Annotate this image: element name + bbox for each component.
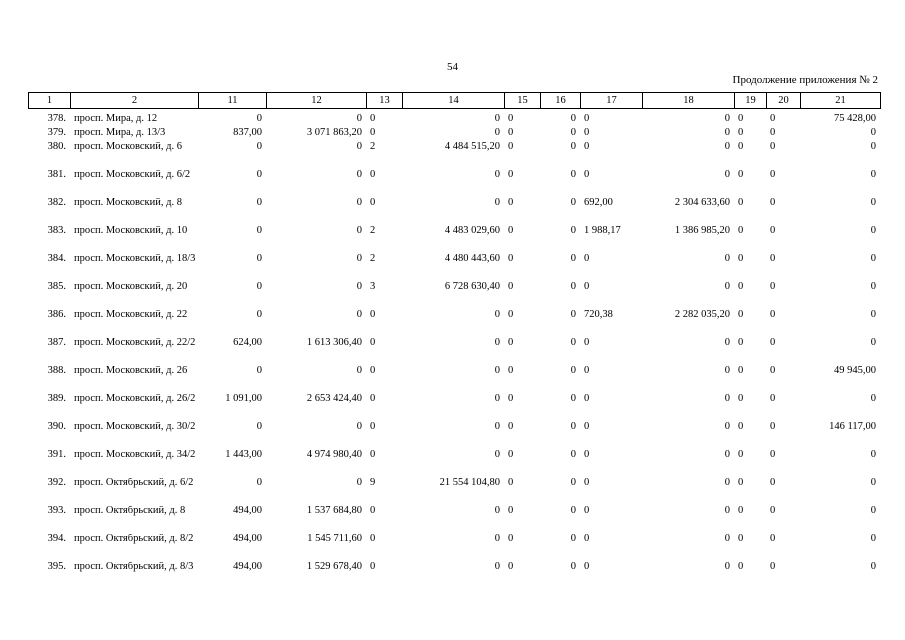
value-cell: 0	[356, 478, 362, 488]
table-row	[28, 506, 880, 534]
column-header: 12	[267, 93, 367, 109]
value-cell: 0	[570, 310, 576, 320]
value-cell: 0	[570, 506, 576, 516]
value-cell: 0	[584, 394, 590, 404]
address-cell: просп. Московский, д. 20	[74, 282, 188, 292]
address-cell: просп. Мира, д. 12	[74, 114, 158, 124]
column-header: 19	[735, 93, 767, 109]
value-cell: 0	[584, 142, 590, 152]
value-cell: 0	[724, 114, 730, 124]
value-cell: 0	[870, 338, 876, 348]
value-cell: 2 653 424,40	[306, 394, 362, 404]
column-header: 16	[541, 93, 581, 109]
value-cell: 0	[738, 422, 744, 432]
value-cell: 0	[570, 534, 576, 544]
value-cell: 0	[256, 142, 262, 152]
value-cell: 3 071 863,20	[306, 128, 362, 138]
table-row	[28, 254, 880, 282]
value-cell: 0	[584, 114, 590, 124]
data-table	[28, 114, 880, 590]
value-cell: 0	[870, 478, 876, 488]
value-cell: 0	[508, 450, 514, 460]
address-cell: просп. Московский, д. 26	[74, 366, 188, 376]
address-cell: просп. Октябрьский, д. 8/2	[74, 534, 194, 544]
value-cell: 0	[508, 226, 514, 236]
value-cell: 0	[584, 128, 590, 138]
table-row	[28, 534, 880, 562]
value-cell: 0	[870, 128, 876, 138]
value-cell: 0	[356, 422, 362, 432]
value-cell: 494,00	[233, 534, 262, 544]
row-number: 393.	[47, 506, 66, 516]
value-cell: 0	[356, 226, 362, 236]
table-row	[28, 338, 880, 366]
address-cell: просп. Московский, д. 22	[74, 310, 188, 320]
table-row	[28, 478, 880, 506]
row-number: 389.	[47, 394, 66, 404]
value-cell: 0	[738, 198, 744, 208]
value-cell: 0	[738, 450, 744, 460]
value-cell: 3	[370, 282, 376, 292]
value-cell: 0	[570, 198, 576, 208]
value-cell: 0	[870, 170, 876, 180]
value-cell: 2	[370, 254, 376, 264]
address-cell: просп. Московский, д. 30/2	[74, 422, 196, 432]
table-row	[28, 422, 880, 450]
value-cell: 0	[370, 562, 376, 572]
value-cell: 0	[770, 506, 776, 516]
value-cell: 0	[724, 338, 730, 348]
value-cell: 0	[570, 254, 576, 264]
row-number: 395.	[47, 562, 66, 572]
value-cell: 21 554 104,80	[439, 478, 500, 488]
row-number: 386.	[47, 310, 66, 320]
value-cell: 146 117,00	[829, 422, 876, 432]
value-cell: 2 282 035,20	[674, 310, 730, 320]
value-cell: 0	[738, 394, 744, 404]
value-cell: 0	[508, 282, 514, 292]
value-cell: 4 480 443,60	[444, 254, 500, 264]
value-cell: 2	[370, 142, 376, 152]
table-row	[28, 114, 880, 128]
value-cell: 0	[724, 534, 730, 544]
value-cell: 0	[584, 562, 590, 572]
value-cell: 0	[508, 422, 514, 432]
row-number: 383.	[47, 226, 66, 236]
value-cell: 0	[738, 282, 744, 292]
value-cell: 4 484 515,20	[444, 142, 500, 152]
value-cell: 0	[738, 128, 744, 138]
value-cell: 1 443,00	[225, 450, 262, 460]
value-cell: 0	[256, 254, 262, 264]
value-cell: 0	[870, 394, 876, 404]
value-cell: 0	[494, 198, 500, 208]
value-cell: 0	[508, 534, 514, 544]
value-cell: 0	[570, 338, 576, 348]
value-cell: 0	[724, 394, 730, 404]
value-cell: 0	[770, 254, 776, 264]
continuation-note: Продолжение приложения № 2	[732, 74, 878, 86]
value-cell: 0	[584, 534, 590, 544]
value-cell: 0	[356, 170, 362, 180]
column-header: 2	[71, 93, 199, 109]
value-cell: 1 613 306,40	[306, 338, 362, 348]
value-cell: 0	[256, 422, 262, 432]
row-number: 394.	[47, 534, 66, 544]
value-cell: 0	[770, 338, 776, 348]
value-cell: 0	[570, 226, 576, 236]
value-cell: 624,00	[233, 338, 262, 348]
value-cell: 1 537 684,80	[306, 506, 362, 516]
value-cell: 0	[724, 450, 730, 460]
value-cell: 0	[738, 534, 744, 544]
value-cell: 692,00	[584, 198, 613, 208]
value-cell: 0	[770, 422, 776, 432]
row-number: 378.	[47, 114, 66, 124]
value-cell: 0	[570, 142, 576, 152]
row-number: 382.	[47, 198, 66, 208]
value-cell: 0	[724, 128, 730, 138]
address-cell: просп. Московский, д. 10	[74, 226, 188, 236]
value-cell: 0	[770, 562, 776, 572]
value-cell: 0	[770, 478, 776, 488]
value-cell: 0	[770, 170, 776, 180]
value-cell: 0	[738, 114, 744, 124]
value-cell: 49 945,00	[834, 366, 876, 376]
value-cell: 0	[738, 170, 744, 180]
value-cell: 1 091,00	[225, 394, 262, 404]
row-number: 388.	[47, 366, 66, 376]
value-cell: 0	[508, 338, 514, 348]
table-row	[28, 282, 880, 310]
address-cell: просп. Московский, д. 6/2	[74, 170, 191, 180]
value-cell: 0	[724, 170, 730, 180]
value-cell: 0	[570, 170, 576, 180]
value-cell: 0	[870, 310, 876, 320]
value-cell: 6 728 630,40	[444, 282, 500, 292]
value-cell: 0	[570, 478, 576, 488]
address-cell: просп. Московский, д. 26/2	[74, 394, 196, 404]
value-cell: 0	[370, 450, 376, 460]
value-cell: 0	[738, 310, 744, 320]
value-cell: 0	[738, 478, 744, 488]
value-cell: 0	[508, 310, 514, 320]
value-cell: 0	[494, 562, 500, 572]
value-cell: 0	[356, 254, 362, 264]
value-cell: 494,00	[233, 562, 262, 572]
value-cell: 1 545 711,60	[307, 534, 362, 544]
row-number: 381.	[47, 170, 66, 180]
value-cell: 0	[494, 506, 500, 516]
value-cell: 0	[770, 142, 776, 152]
value-cell: 0	[770, 226, 776, 236]
column-header: 13	[367, 93, 403, 109]
address-cell: просп. Мира, д. 13/3	[74, 128, 166, 138]
value-cell: 0	[584, 282, 590, 292]
row-number: 385.	[47, 282, 66, 292]
column-header: 14	[403, 93, 505, 109]
value-cell: 0	[256, 282, 262, 292]
value-cell: 0	[508, 170, 514, 180]
value-cell: 0	[570, 366, 576, 376]
value-cell: 0	[508, 366, 514, 376]
page-number: 54	[447, 61, 458, 73]
table-row	[28, 226, 880, 254]
value-cell: 0	[870, 226, 876, 236]
value-cell: 0	[770, 114, 776, 124]
value-cell: 0	[870, 142, 876, 152]
value-cell: 0	[356, 310, 362, 320]
address-cell: просп. Московский, д. 22/2	[74, 338, 196, 348]
table-row	[28, 310, 880, 338]
column-header: 18	[643, 93, 735, 109]
value-cell: 0	[508, 506, 514, 516]
address-cell: просп. Московский, д. 34/2	[74, 450, 196, 460]
value-cell: 0	[870, 282, 876, 292]
value-cell: 0	[494, 170, 500, 180]
value-cell: 0	[494, 114, 500, 124]
value-cell: 0	[724, 506, 730, 516]
column-header-table	[28, 92, 881, 109]
column-header: 11	[199, 93, 267, 109]
value-cell: 0	[494, 394, 500, 404]
value-cell: 0	[770, 198, 776, 208]
value-cell: 0	[494, 450, 500, 460]
value-cell: 0	[508, 128, 514, 138]
value-cell: 0	[738, 506, 744, 516]
table-row	[28, 198, 880, 226]
value-cell: 0	[770, 534, 776, 544]
value-cell: 0	[584, 254, 590, 264]
row-number: 392.	[47, 478, 66, 488]
value-cell: 494,00	[233, 506, 262, 516]
value-cell: 0	[370, 338, 376, 348]
value-cell: 0	[256, 170, 262, 180]
value-cell: 0	[570, 282, 576, 292]
value-cell: 0	[724, 422, 730, 432]
value-cell: 0	[356, 114, 362, 124]
column-header-row	[29, 93, 881, 109]
value-cell: 0	[738, 142, 744, 152]
value-cell: 0	[724, 142, 730, 152]
value-cell: 720,38	[584, 310, 613, 320]
value-cell: 0	[256, 114, 262, 124]
value-cell: 0	[256, 478, 262, 488]
value-cell: 2	[370, 226, 376, 236]
value-cell: 1 988,17	[584, 226, 621, 236]
value-cell: 0	[370, 366, 376, 376]
value-cell: 0	[356, 282, 362, 292]
value-cell: 0	[570, 422, 576, 432]
value-cell: 0	[584, 450, 590, 460]
address-cell: просп. Московский, д. 8	[74, 198, 182, 208]
value-cell: 0	[724, 366, 730, 376]
value-cell: 0	[770, 366, 776, 376]
value-cell: 0	[370, 506, 376, 516]
value-cell: 0	[508, 142, 514, 152]
value-cell: 0	[508, 394, 514, 404]
address-cell: просп. Октябрьский, д. 8/3	[74, 562, 194, 572]
value-cell: 837,00	[233, 128, 262, 138]
value-cell: 0	[370, 198, 376, 208]
value-cell: 0	[370, 310, 376, 320]
column-header: 1	[29, 93, 71, 109]
value-cell: 0	[256, 198, 262, 208]
value-cell: 0	[738, 226, 744, 236]
row-number: 391.	[47, 450, 66, 460]
value-cell: 0	[570, 562, 576, 572]
value-cell: 0	[584, 170, 590, 180]
value-cell: 0	[724, 254, 730, 264]
value-cell: 0	[724, 562, 730, 572]
row-number: 379.	[47, 128, 66, 138]
table-row	[28, 562, 880, 590]
value-cell: 0	[570, 128, 576, 138]
value-cell: 0	[356, 366, 362, 376]
value-cell: 0	[356, 142, 362, 152]
address-cell: просп. Октябрьский, д. 6/2	[74, 478, 194, 488]
value-cell: 0	[494, 338, 500, 348]
value-cell: 0	[256, 226, 262, 236]
value-cell: 2 304 633,60	[674, 198, 730, 208]
address-cell: просп. Московский, д. 6	[74, 142, 182, 152]
value-cell: 0	[770, 394, 776, 404]
value-cell: 0	[724, 478, 730, 488]
value-cell: 0	[738, 562, 744, 572]
value-cell: 9	[370, 478, 376, 488]
column-header: 15	[505, 93, 541, 109]
row-number: 380.	[47, 142, 66, 152]
value-cell: 0	[570, 450, 576, 460]
row-number: 390.	[47, 422, 66, 432]
value-cell: 0	[494, 534, 500, 544]
table-row	[28, 394, 880, 422]
value-cell: 0	[870, 450, 876, 460]
table-row	[28, 450, 880, 478]
value-cell: 0	[256, 310, 262, 320]
value-cell: 0	[770, 450, 776, 460]
value-cell: 0	[870, 562, 876, 572]
row-number: 387.	[47, 338, 66, 348]
value-cell: 0	[584, 506, 590, 516]
value-cell: 0	[508, 254, 514, 264]
address-cell: просп. Октябрьский, д. 8	[74, 506, 186, 516]
value-cell: 1 386 985,20	[674, 226, 730, 236]
value-cell: 0	[584, 422, 590, 432]
column-header: 20	[767, 93, 801, 109]
value-cell: 0	[738, 338, 744, 348]
value-cell: 0	[870, 198, 876, 208]
value-cell: 0	[256, 366, 262, 376]
value-cell: 0	[370, 114, 376, 124]
value-cell: 0	[870, 254, 876, 264]
address-cell: просп. Московский, д. 18/3	[74, 254, 196, 264]
value-cell: 4 974 980,40	[306, 450, 362, 460]
value-cell: 0	[724, 282, 730, 292]
value-cell: 0	[584, 478, 590, 488]
value-cell: 0	[870, 534, 876, 544]
column-header: 21	[801, 93, 881, 109]
value-cell: 1 529 678,40	[306, 562, 362, 572]
table-row	[28, 142, 880, 170]
value-cell: 0	[508, 478, 514, 488]
value-cell: 0	[370, 422, 376, 432]
value-cell: 0	[770, 310, 776, 320]
table-row	[28, 366, 880, 394]
row-number: 384.	[47, 254, 66, 264]
value-cell: 0	[494, 310, 500, 320]
value-cell: 0	[584, 338, 590, 348]
value-cell: 0	[570, 114, 576, 124]
value-cell: 0	[370, 534, 376, 544]
value-cell: 0	[738, 366, 744, 376]
value-cell: 0	[584, 366, 590, 376]
value-cell: 0	[870, 506, 876, 516]
value-cell: 0	[494, 422, 500, 432]
table-row	[28, 128, 880, 142]
value-cell: 0	[494, 366, 500, 376]
table-row	[28, 170, 880, 198]
value-cell: 0	[508, 198, 514, 208]
value-cell: 0	[370, 170, 376, 180]
value-cell: 0	[494, 128, 500, 138]
value-cell: 0	[508, 562, 514, 572]
value-cell: 0	[738, 254, 744, 264]
value-cell: 75 428,00	[834, 114, 876, 124]
value-cell: 0	[770, 282, 776, 292]
value-cell: 0	[570, 394, 576, 404]
column-header: 17	[581, 93, 643, 109]
value-cell: 4 483 029,60	[444, 226, 500, 236]
value-cell: 0	[370, 394, 376, 404]
value-cell: 0	[770, 128, 776, 138]
value-cell: 0	[508, 114, 514, 124]
value-cell: 0	[370, 128, 376, 138]
value-cell: 0	[356, 198, 362, 208]
